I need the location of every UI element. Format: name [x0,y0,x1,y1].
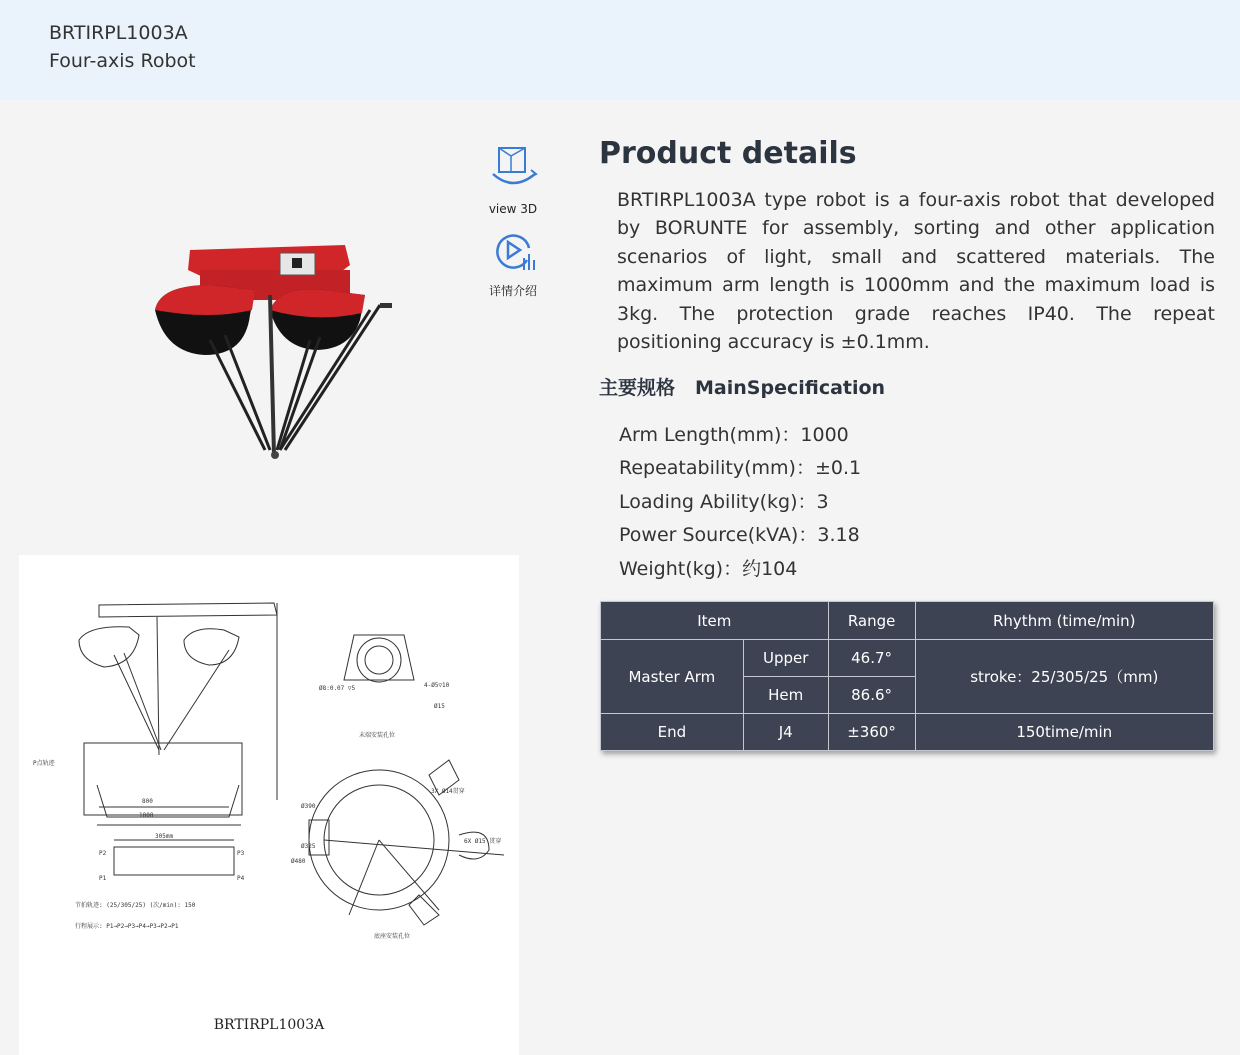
table-row [601,714,1214,751]
svg-text:底座安装孔位: 底座安装孔位 [374,933,411,940]
svg-text:Ø480: Ø480 [291,858,306,865]
view-3d-label: view 3D [488,202,538,216]
detail-intro-label: 详情介绍 [488,284,537,298]
cell-upper: Upper [743,640,828,677]
dimension-drawing-image [19,555,519,1005]
svg-text:P3: P3 [237,850,245,857]
play-video-icon [489,228,537,276]
header-item: Item [601,602,829,640]
svg-text:4-Ø5▽10: 4-Ø5▽10 [424,682,450,689]
spec-title-cn: 主要规格 [599,377,676,399]
motion-spec-table [600,601,1214,751]
svg-text:P1: P1 [99,875,107,882]
svg-text:6X Ø15 贯穿: 6X Ø15 贯穿 [464,838,502,845]
model-subtitle: Four-axis Robot [49,50,196,72]
cell-end: End [601,714,744,751]
cell-j4: J4 [743,714,828,751]
header-rhythm: Rhythm (time/min) [915,602,1213,640]
spec-list [619,419,861,586]
table-header-row [601,602,1214,640]
cell-upper-range: 46.7° [828,640,915,677]
details-title: Product details [599,136,857,171]
spec-power-source: Power Source(kVA)：3.18 [619,524,860,547]
spec-title-en: MainSpecification [695,377,886,399]
view-3d-button[interactable] [480,140,546,216]
cell-hem-range: 86.6° [828,677,915,714]
svg-text:末端安装孔位: 末端安装孔位 [359,732,396,739]
page-header [0,0,1240,100]
cell-j4-range: ±360° [828,714,915,751]
svg-text:节拍轨迹: (25/305/25) (次/min): 15: 节拍轨迹: (25/305/25) (次/min): 150 [75,902,196,909]
svg-text:Ø8:0.07 ▽5: Ø8:0.07 ▽5 [319,685,356,692]
spec-weight: Weight(kg)：约104 [619,557,798,580]
cell-stroke: stroke：25/305/25（mm) [915,640,1213,714]
details-description: BRTIRPL1003A type robot is a four-axis robot that developed by BORUNTE for assembly, sorting and other application scenarios of light, small and scattered materials. The maximum arm length is 1000mm and the maximum load is 3kg. The protection grade reaches IP40. The repeat positioning accuracy is ±0.1mm. [617,189,1215,354]
svg-text:P2: P2 [99,850,107,857]
svg-text:行程展示: P1→P2→P3→P4→P3→P2→P1: 行程展示: P1→P2→P3→P4→P3→P2→P1 [75,923,179,930]
cell-hem: Hem [743,677,828,714]
header-range: Range [828,602,915,640]
svg-text:Ø390: Ø390 [301,803,316,810]
detail-intro-button[interactable] [480,228,546,299]
svg-text:P4: P4 [237,875,245,882]
svg-text:3X Ø14贯穿: 3X Ø14贯穿 [431,788,465,795]
model-code: BRTIRPL1003A [49,22,188,44]
svg-text:P点轨迹: P点轨迹 [33,760,55,767]
spec-repeatability: Repeatability(mm)：±0.1 [619,457,862,480]
drawing-caption: BRTIRPL1003A [213,1017,325,1033]
robot-product-image [140,225,410,475]
spec-title [599,373,885,400]
cell-master-arm: Master Arm [601,640,744,714]
technical-drawing [19,555,519,1055]
svg-text:800: 800 [142,798,153,805]
svg-text:1000: 1000 [139,812,154,819]
spec-loading-ability: Loading Ability(kg)：3 [619,490,829,513]
cell-end-rhythm: 150time/min [915,714,1213,751]
svg-text:Ø325: Ø325 [301,843,316,850]
svg-text:305mm: 305mm [155,833,174,840]
spec-arm-length: Arm Length(mm)：1000 [619,424,849,446]
cube-3d-icon [485,140,541,196]
table-row [601,640,1214,677]
svg-text:Ø15: Ø15 [434,703,445,710]
